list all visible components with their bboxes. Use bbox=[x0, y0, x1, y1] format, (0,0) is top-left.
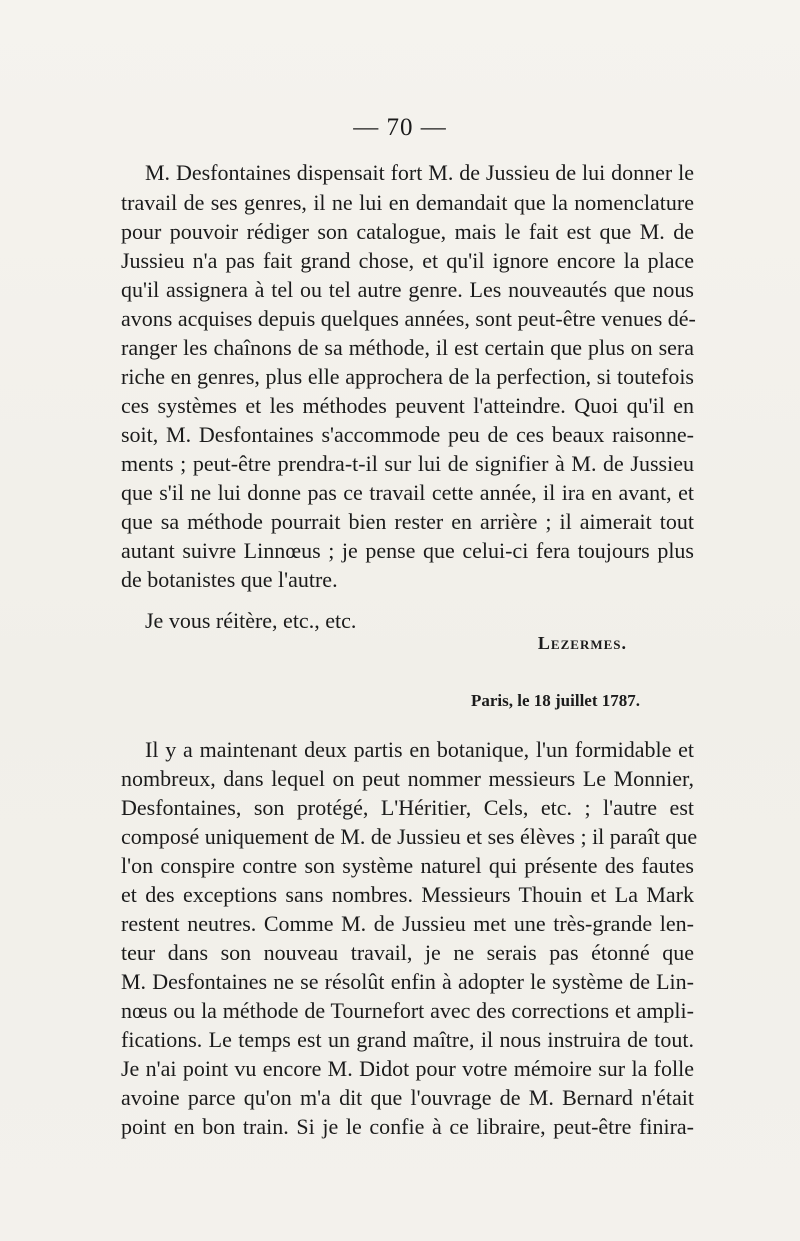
text-line: Desfontaines, son protégé, L'Héritier, Cels, etc. ; l'autre est bbox=[121, 795, 694, 820]
text-line: que s'il ne lui donne pas ce travail cette année, il ira en avant, et bbox=[121, 480, 694, 505]
text-line: point en bon train. Si je le confie à ce libraire, peut-être finira- bbox=[121, 1114, 694, 1139]
text-line: de botanistes que l'autre. bbox=[121, 567, 338, 592]
text-line: composé uniquement de M. de Jussieu et ses élèves ; il paraît que bbox=[121, 824, 698, 849]
text-line: Je n'ai point vu encore M. Didot pour votre mémoire sur la folle bbox=[121, 1056, 694, 1081]
text-line: Jussieu n'a pas fait grand chose, et qu'il ignore encore la place bbox=[121, 248, 694, 273]
signature: Lezermes. bbox=[537, 633, 627, 653]
text-line: restent neutres. Comme M. de Jussieu met une très-grande len- bbox=[121, 911, 694, 936]
text-line: ces systèmes et les méthodes peuvent l'atteindre. Quoi qu'il en bbox=[121, 393, 694, 418]
text-line: avoine parce qu'on m'a dit que l'ouvrage de M. Bernard n'était bbox=[121, 1085, 694, 1110]
text-line: et des exceptions sans nombres. Messieurs Thouin et La Mark bbox=[121, 882, 694, 907]
text-line: autant suivre Linnœus ; je pense que celui-ci fera toujours plus bbox=[121, 538, 694, 563]
text-line: soit, M. Desfontaines s'accommode peu de ces beaux raisonne- bbox=[121, 422, 694, 447]
text-line: fications. Le temps est un grand maître, il nous instruira de tout. bbox=[121, 1027, 694, 1052]
text-line: ranger les chaînons de sa méthode, il est certain que plus on sera bbox=[121, 335, 694, 360]
text-line: ments ; peut-être prendra-t-il sur lui de signifier à M. de Jussieu bbox=[121, 451, 694, 476]
text-line: M. Desfontaines dispensait fort M. de Jussieu de lui donner le bbox=[145, 160, 694, 185]
text-line: pour pouvoir rédiger son catalogue, mais le fait est que M. de bbox=[121, 219, 694, 244]
dateline: Paris, le 18 juillet 1787. bbox=[470, 691, 640, 710]
text-line: nombreux, dans lequel on peut nommer messieurs Le Monnier, bbox=[121, 766, 694, 791]
text-line: travail de ses genres, il ne lui en demandait que la nomenclature bbox=[121, 190, 694, 215]
letter-closing: Je vous réitère, etc., etc. bbox=[145, 608, 357, 633]
text-line: nœus ou la méthode de Tournefort avec des corrections et ampli- bbox=[121, 998, 694, 1023]
text-line: que sa méthode pourrait bien rester en arrière ; il aimerait tout bbox=[121, 509, 694, 534]
text-line: avons acquises depuis quelques années, sont peut-être venues dé- bbox=[121, 306, 696, 331]
text-line: riche en genres, plus elle approchera de la perfection, si toutefois bbox=[121, 364, 694, 389]
text-line: teur dans son nouveau travail, je ne serais pas étonné que bbox=[121, 940, 694, 965]
text-line: Il y a maintenant deux partis en botanique, l'un formidable et bbox=[145, 737, 694, 762]
page-number: — 70 — bbox=[353, 114, 447, 141]
text-line: M. Desfontaines ne se résolût enfin à adopter le système de Lin- bbox=[121, 969, 694, 994]
text-line: qu'il assignera à tel ou tel autre genre. Les nouveautés que nous bbox=[121, 277, 694, 302]
text-line: l'on conspire contre son système naturel qui présente des fautes bbox=[121, 853, 694, 878]
